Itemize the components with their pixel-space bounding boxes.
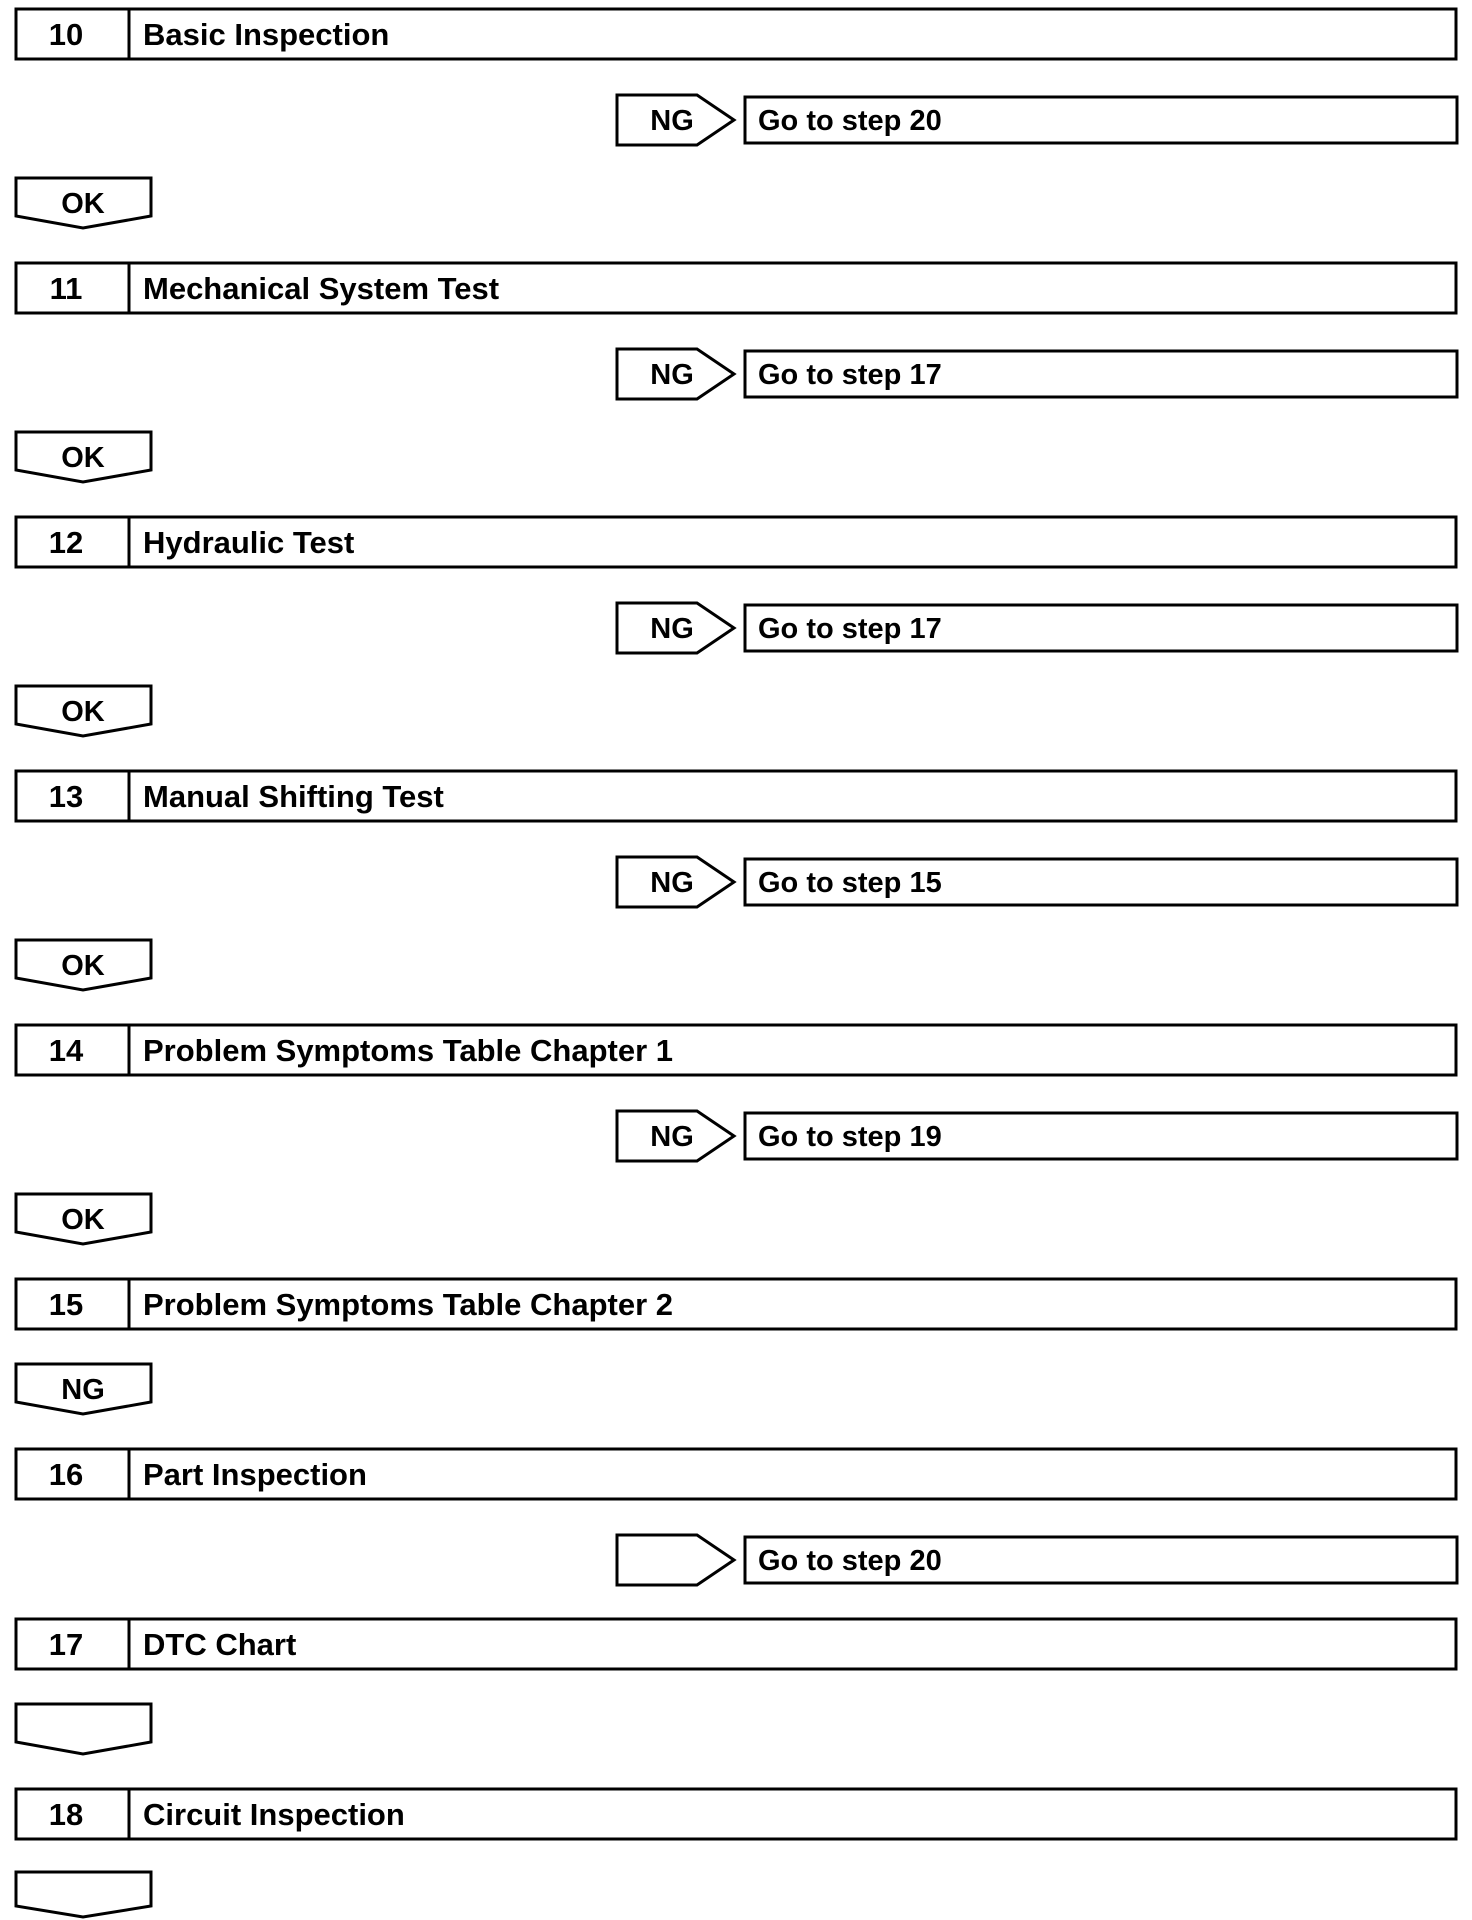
step-title: Problem Symptoms Table Chapter 1 — [143, 1033, 673, 1068]
branch-label: NG — [650, 105, 694, 137]
branch-label: NG — [650, 613, 694, 645]
step-13 — [16, 771, 1456, 821]
down-arrow-label: OK — [61, 696, 105, 728]
step-15 — [16, 1279, 1456, 1329]
step-number: 18 — [48, 1797, 84, 1832]
step-number: 17 — [48, 1627, 84, 1662]
down-arrow — [16, 1872, 151, 1917]
down-arrow-label: OK — [61, 1204, 105, 1236]
step-11 — [16, 263, 1456, 313]
goto-text: Go to step 17 — [758, 613, 942, 645]
ng-branch — [617, 857, 1457, 907]
ng-arrow — [16, 1364, 151, 1414]
goto-text: Go to step 20 — [758, 1545, 942, 1577]
branch-label: NG — [650, 359, 694, 391]
step-18 — [16, 1789, 1456, 1839]
blank-arrow — [16, 1872, 151, 1917]
step-number: 10 — [48, 17, 84, 52]
step-number: 13 — [48, 779, 84, 814]
step-16 — [16, 1449, 1456, 1499]
ok-arrow — [16, 940, 151, 990]
step-title: Problem Symptoms Table Chapter 2 — [143, 1287, 673, 1322]
step-number: 15 — [48, 1287, 84, 1322]
step-12 — [16, 517, 1456, 567]
branch — [617, 1535, 1457, 1585]
ng-branch — [617, 349, 1457, 399]
step-10 — [16, 9, 1456, 59]
branch-label: NG — [650, 1121, 694, 1153]
down-arrow-label: NG — [61, 1374, 105, 1406]
down-arrow — [16, 1704, 151, 1754]
ng-branch — [617, 95, 1457, 145]
step-number: 16 — [48, 1457, 84, 1492]
ok-arrow — [16, 432, 151, 482]
branch-label: NG — [650, 867, 694, 899]
goto-text: Go to step 15 — [758, 867, 942, 899]
step-title: Circuit Inspection — [143, 1797, 405, 1832]
step-title: Manual Shifting Test — [143, 779, 444, 814]
ok-arrow — [16, 178, 151, 228]
step-title: Mechanical System Test — [143, 271, 500, 306]
ng-branch — [617, 603, 1457, 653]
ok-arrow — [16, 1194, 151, 1244]
step-title: Part Inspection — [143, 1457, 367, 1492]
step-14 — [16, 1025, 1456, 1075]
step-title: DTC Chart — [143, 1627, 297, 1662]
down-arrow-label: OK — [61, 442, 105, 474]
blank-arrow — [16, 1704, 151, 1754]
step-title: Hydraulic Test — [143, 525, 355, 560]
branch-arrow — [617, 1535, 734, 1585]
goto-text: Go to step 17 — [758, 359, 942, 391]
ok-arrow — [16, 686, 151, 736]
goto-text: Go to step 20 — [758, 105, 942, 137]
step-number: 11 — [49, 271, 83, 306]
goto-text: Go to step 19 — [758, 1121, 942, 1153]
ng-branch — [617, 1111, 1457, 1161]
step-title: Basic Inspection — [143, 17, 390, 52]
down-arrow-label: OK — [61, 188, 105, 220]
step-number: 12 — [48, 525, 84, 560]
down-arrow-label: OK — [61, 950, 105, 982]
step-number: 14 — [48, 1033, 84, 1068]
step-17 — [16, 1619, 1456, 1669]
